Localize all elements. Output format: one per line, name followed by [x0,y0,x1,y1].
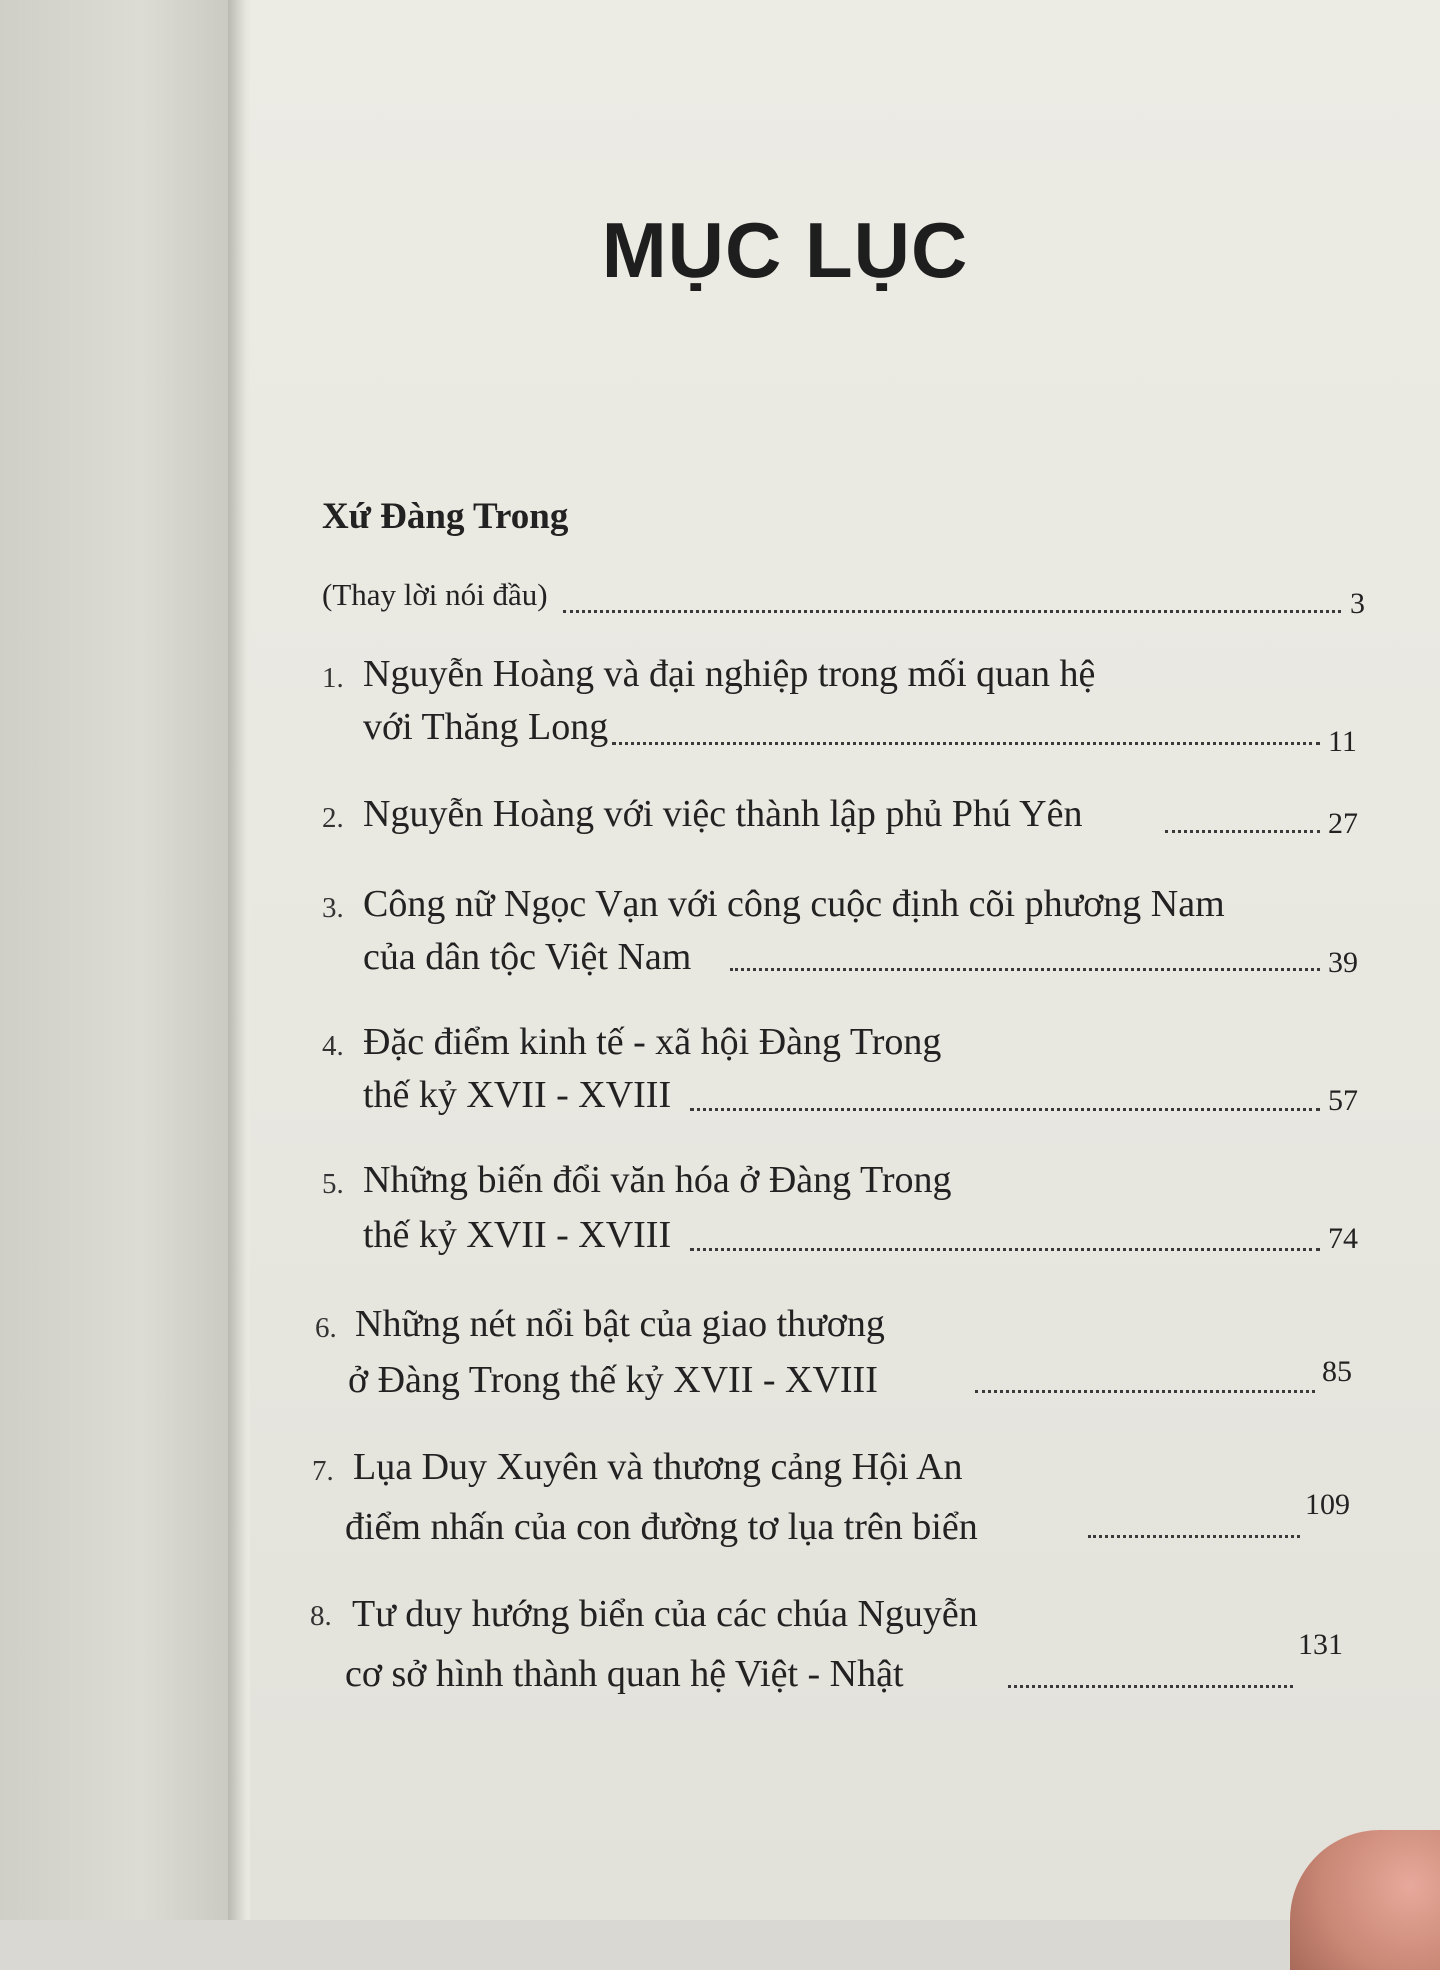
entry-page-number: 74 [1328,1222,1358,1255]
page-title: MỤC LỤC [601,206,969,294]
entry-title-line1: Lụa Duy Xuyên và thương cảng Hội An [353,1446,963,1488]
entry-number: 4. [322,1030,344,1062]
entry-leader-dots [1008,1685,1293,1688]
entry-page-number: 57 [1328,1084,1358,1117]
entry-title-line2: cơ sở hình thành quan hệ Việt - Nhật [345,1653,904,1695]
entry-title-line1: Tư duy hướng biển của các chúa Nguyễn [352,1593,978,1635]
entry-number: 1. [322,662,344,694]
entry-title-line2: với Thăng Long [363,706,609,748]
entry-number: 5. [322,1168,344,1200]
entry-page-number: 11 [1328,725,1357,758]
entry-number: 8. [310,1600,332,1632]
entry-page-number: 39 [1328,946,1358,979]
entry-title-line1: Nguyễn Hoàng với việc thành lập phủ Phú Yên [363,793,1083,835]
entry-leader-dots [612,742,1320,745]
entry-title-line1: Công nữ Ngọc Vạn với công cuộc định cõi phương Nam [363,883,1225,925]
preface-page-number: 3 [1350,587,1365,620]
entry-leader-dots [975,1390,1315,1393]
entry-leader-dots [1088,1535,1300,1538]
entry-leader-dots [690,1248,1320,1251]
entry-title-line2: ở Đàng Trong thế kỷ XVII - XVIII [348,1359,878,1401]
entry-title-line1: Đặc điểm kinh tế - xã hội Đàng Trong [363,1021,942,1063]
entry-number: 6. [315,1312,337,1344]
entry-title-line2: điểm nhấn của con đường tơ lụa trên biển [345,1506,978,1548]
entry-title-line1: Những biến đổi văn hóa ở Đàng Trong [363,1159,952,1201]
entry-title-line2: của dân tộc Việt Nam [363,936,692,978]
entry-title-line2: thế kỷ XVII - XVIII [363,1214,672,1256]
preface-subtitle: (Thay lời nói đầu) [322,577,548,612]
entry-number: 7. [312,1455,334,1487]
entry-page-number: 27 [1328,807,1358,840]
entry-leader-dots [690,1108,1320,1111]
entry-number: 2. [322,802,344,834]
preface-leader-dots [563,610,1341,613]
entry-title-line1: Những nét nổi bật của giao thương [355,1303,885,1345]
entry-leader-dots [730,968,1320,971]
entry-title-line1: Nguyễn Hoàng và đại nghiệp trong mối quan hệ [363,653,1096,695]
preface-title: Xứ Đàng Trong [322,496,569,537]
entry-page-number: 131 [1298,1628,1343,1661]
entry-leader-dots [1165,830,1320,833]
entry-page-number: 85 [1322,1355,1352,1388]
entry-title-line2: thế kỷ XVII - XVIII [363,1074,672,1116]
entry-number: 3. [322,892,344,924]
entry-page-number: 109 [1305,1488,1350,1521]
